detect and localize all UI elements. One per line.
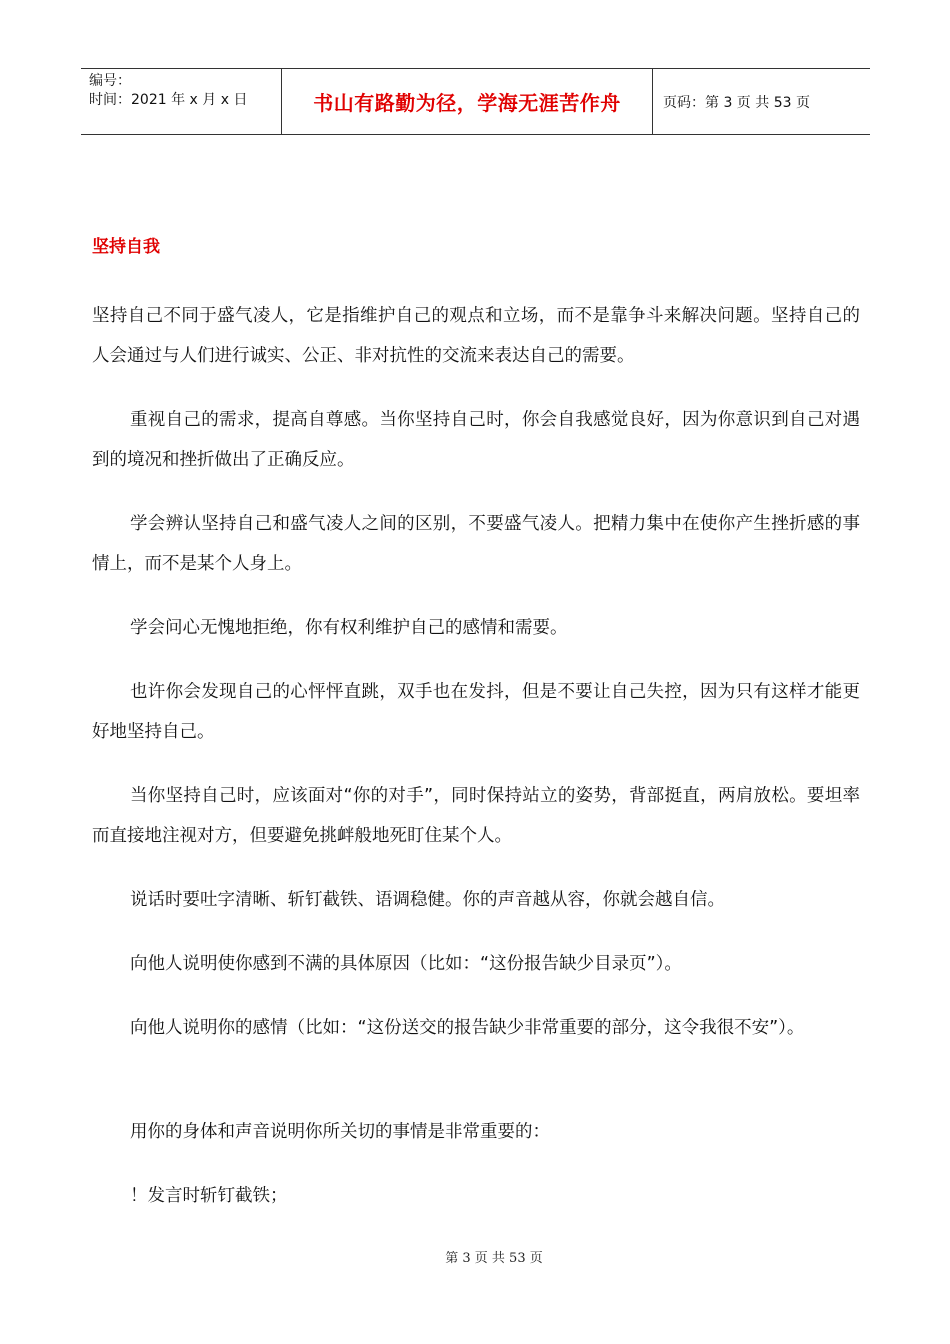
- paragraph-10: 用你的身体和声音说明你所关切的事情是非常重要的：: [130, 1122, 550, 1142]
- page-footer: [0, 1247, 950, 1266]
- section-title: 坚持自我: [92, 237, 160, 257]
- header-motto-cell: [281, 69, 653, 134]
- bullet-item: ！发言时斩钉截铁；: [130, 1186, 288, 1206]
- header-page-number: 页码：第 3 页 共 53 页: [663, 94, 810, 111]
- header-meta-cell: [81, 69, 281, 134]
- paragraph-2: 重视自己的需求，提高自尊感。当你坚持自己时，你会自我感觉良好，因为你意识到自己对遇到的境况和挫折做出了正确反应。: [92, 410, 860, 470]
- header-motto: 书山有路勤为径，学海无涯苦作舟: [313, 91, 621, 115]
- paragraph-3: 学会辨认坚持自己和盛气凌人之间的区别，不要盛气凌人。把精力集中在使你产生挫折感的事情上，而不是某个人身上。: [92, 514, 860, 574]
- document-date-label: 时间：2021 年 x 月 x 日: [89, 92, 248, 108]
- header-page-cell: [653, 69, 870, 134]
- paragraph-7: 说话时要吐字清晰、斩钉截铁、语调稳健。你的声音越从容，你就会越自信。: [130, 890, 725, 910]
- paragraph-4: 学会问心无愧地拒绝，你有权利维护自己的感情和需要。: [130, 618, 568, 638]
- paragraph-8: 向他人说明使你感到不满的具体原因（比如：“这份报告缺少目录页”）。: [130, 954, 682, 974]
- paragraph-1: 坚持自己不同于盛气凌人，它是指维护自己的观点和立场，而不是靠争斗来解决问题。坚持自己的人会通过与人们进行诚实、公正、非对抗性的交流来表达自己的需要。: [92, 306, 860, 366]
- paragraph-9: 向他人说明你的感情（比如：“这份送交的报告缺少非常重要的部分，这令我很不安”）。: [130, 1018, 805, 1038]
- document-header: [81, 68, 870, 135]
- document-number-label: 编号：: [89, 73, 131, 89]
- paragraph-6: 当你坚持自己时，应该面对“你的对手”，同时保持站立的姿势，背部挺直，两肩放松。要坦率而直接地注视对方，但要避免挑衅般地死盯住某个人。: [92, 786, 860, 846]
- paragraph-5: 也许你会发现自己的心怦怦直跳，双手也在发抖，但是不要让自己失控，因为只有这样才能更好地坚持自己。: [92, 682, 860, 742]
- footer-page-number: 第 3 页 共 53 页: [445, 1251, 543, 1266]
